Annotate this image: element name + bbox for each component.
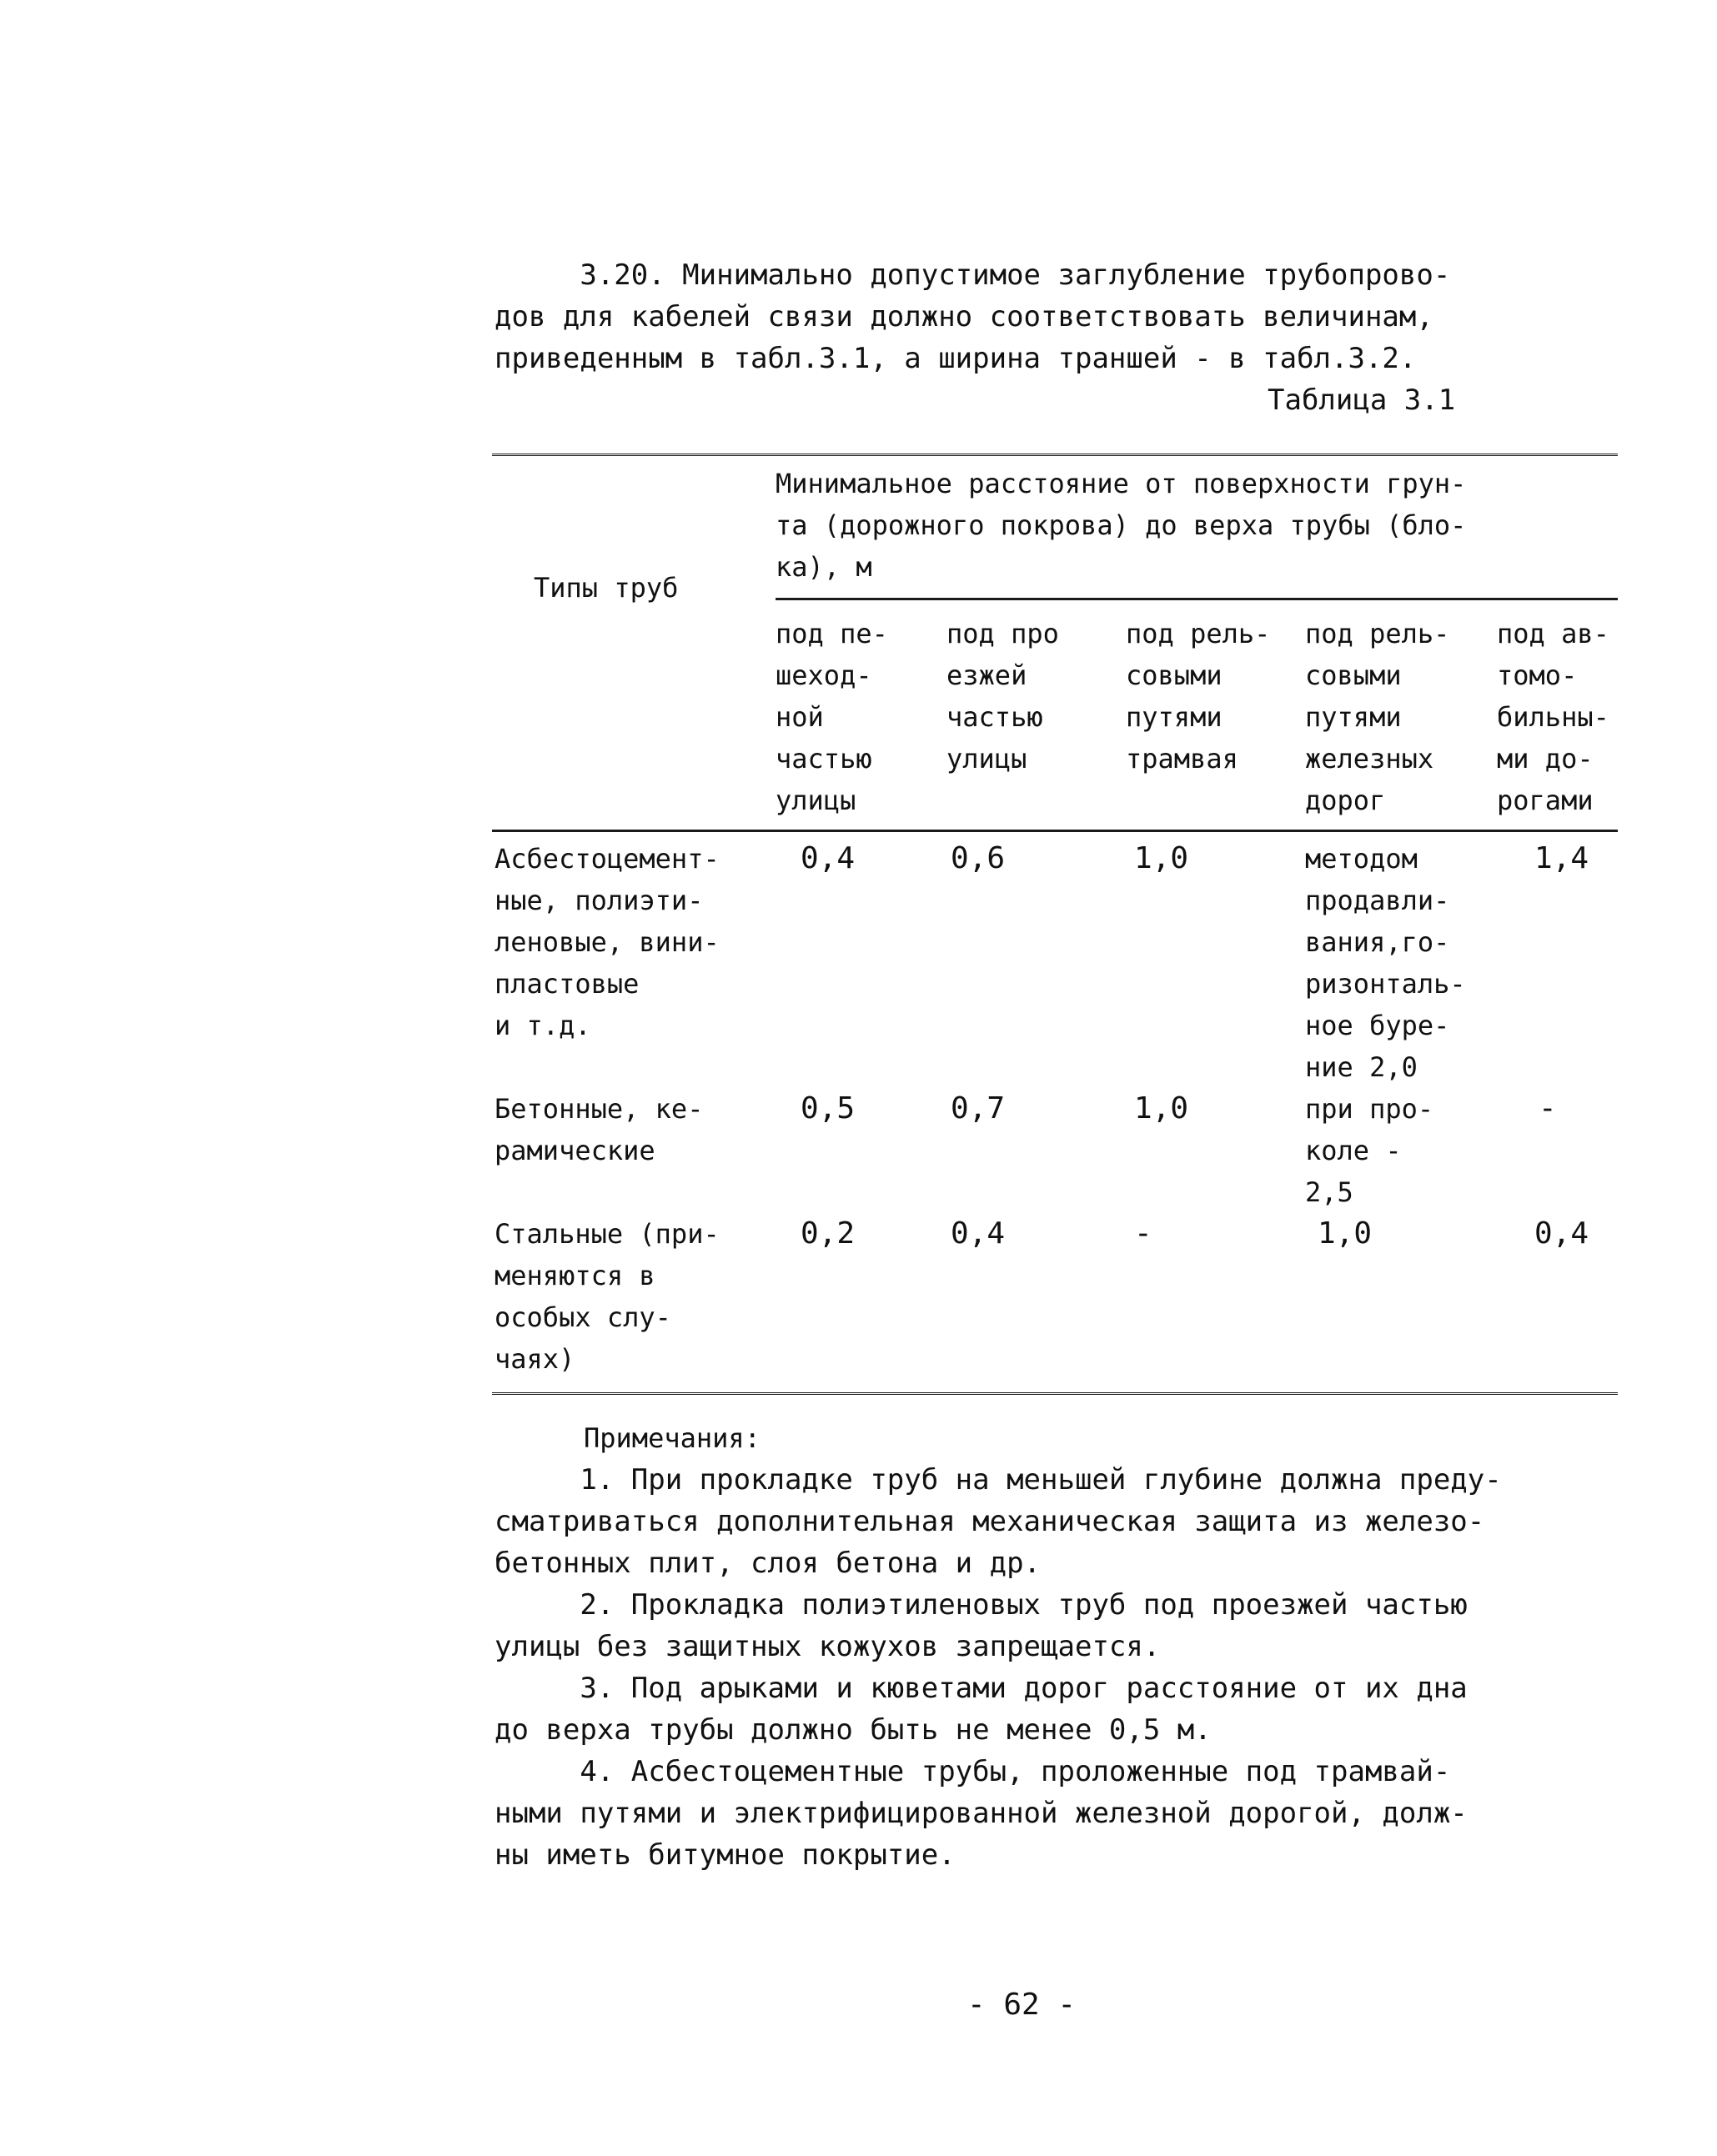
note-item bbox=[495, 1459, 1645, 1584]
group-header-line: ка), м bbox=[776, 551, 872, 583]
table-bottom-rule bbox=[492, 1392, 1618, 1399]
table-cell: 1,4 bbox=[1534, 841, 1589, 875]
merged-cell-line: продавли- bbox=[1305, 885, 1450, 916]
row-type-line: Асбестоцемент- bbox=[495, 843, 720, 875]
column-header-line: под пе- bbox=[776, 618, 888, 649]
table-header-rule bbox=[492, 830, 1618, 832]
row-type-line: меняются в bbox=[495, 1260, 655, 1291]
table-cell: 1,0 bbox=[1134, 1091, 1189, 1126]
column-header-line: железных bbox=[1305, 743, 1434, 775]
column-header-line: путями bbox=[1305, 701, 1402, 733]
table-cell: 0,4 bbox=[1534, 1216, 1589, 1251]
note-line: 2. Прокладка полиэтиленовых труб под проезжей частью bbox=[495, 1588, 1468, 1622]
column-header-line: совыми bbox=[1305, 659, 1402, 691]
note-line: 1. При прокладке труб на меньшей глубине должна преду- bbox=[495, 1463, 1502, 1497]
row-type-line: пластовые bbox=[495, 968, 640, 1000]
column-header-line: под рель- bbox=[1305, 618, 1450, 649]
column-header-line: под про bbox=[946, 618, 1059, 649]
table-cell: 0,2 bbox=[801, 1216, 856, 1251]
table-cell: - bbox=[1539, 1091, 1557, 1126]
column-header-line: путями bbox=[1126, 701, 1222, 733]
group-header-line: та (дорожного покрова) до верха трубы (бло- bbox=[776, 509, 1467, 541]
notes-title: Примечания: bbox=[584, 1422, 761, 1454]
note-line: ны иметь битумное покрытие. bbox=[495, 1838, 956, 1872]
row-type-line: и т.д. bbox=[495, 1010, 591, 1041]
column-header-line: под рель- bbox=[1126, 618, 1271, 649]
intro-line: дов для кабелей связи должно соответствовать величинам, bbox=[495, 300, 1433, 333]
intro-line: 3.20. Минимально допустимое заглубление трубопрово- bbox=[495, 258, 1451, 292]
merged-cell-line: коле - bbox=[1305, 1135, 1402, 1166]
merged-cell-line: вания,го- bbox=[1305, 926, 1450, 958]
table-cell: 1,0 bbox=[1134, 841, 1189, 875]
column-header-line: частью bbox=[946, 701, 1043, 733]
column-header-line: томо- bbox=[1497, 659, 1578, 691]
merged-cell-line: ние 2,0 bbox=[1305, 1051, 1418, 1083]
row-type-line: Стальные (при- bbox=[495, 1218, 720, 1250]
column-header-line: совыми bbox=[1126, 659, 1222, 691]
table-cell: 1,0 bbox=[1318, 1216, 1373, 1251]
column-header-line: бильны- bbox=[1497, 701, 1609, 733]
column-header-line: дорог bbox=[1305, 785, 1386, 816]
column-header-line: шеход- bbox=[776, 659, 872, 691]
table-cell: 0,6 bbox=[951, 841, 1006, 875]
note-item bbox=[495, 1584, 1645, 1667]
note-line: 3. Под арыками и кюветами дорог расстояние от их дна bbox=[495, 1672, 1468, 1705]
note-item bbox=[495, 1751, 1645, 1876]
intro-line: приведенным в табл.3.1, а ширина траншей - в табл.3.2. bbox=[495, 342, 1417, 375]
row-type-line: леновые, вини- bbox=[495, 926, 720, 958]
note-item bbox=[495, 1667, 1645, 1751]
group-header-line: Минимальное расстояние от поверхности грун- bbox=[776, 468, 1467, 499]
table-cell: 0,4 bbox=[801, 841, 856, 875]
merged-cell-line: ное буре- bbox=[1305, 1010, 1450, 1041]
column-header-line: улицы bbox=[776, 785, 856, 816]
column-header-line: под ав- bbox=[1497, 618, 1609, 649]
note-line: до верха трубы должно быть не менее 0,5 м. bbox=[495, 1713, 1212, 1747]
column-header-line: трамвая bbox=[1126, 743, 1238, 775]
column-header-line: частью bbox=[776, 743, 872, 775]
row-type-line: особых слу- bbox=[495, 1301, 671, 1333]
row-type-line: Бетонные, ке- bbox=[495, 1093, 704, 1125]
row-type-line: ные, полиэти- bbox=[495, 885, 704, 916]
note-line: ными путями и электрифицированной железной дорогой, долж- bbox=[495, 1797, 1468, 1830]
table-cell: - bbox=[1134, 1216, 1152, 1251]
merged-cell-line: 2,5 bbox=[1305, 1176, 1353, 1208]
column-header-line: езжей bbox=[946, 659, 1027, 691]
intro-paragraph bbox=[495, 254, 1629, 379]
column-header-line: рогами bbox=[1497, 785, 1594, 816]
group-header-rule bbox=[776, 598, 1618, 600]
column-header-line: улицы bbox=[946, 743, 1027, 775]
note-line: сматриваться дополнительная механическая защита из железо- bbox=[495, 1505, 1485, 1538]
row-type-line: рамические bbox=[495, 1135, 655, 1166]
column-header-line: ной bbox=[776, 701, 824, 733]
row-type-line: чаях) bbox=[495, 1343, 575, 1375]
note-line: улицы без защитных кожухов запрещается. bbox=[495, 1630, 1161, 1663]
page-number: - 62 - bbox=[967, 1988, 1077, 2022]
note-line: 4. Асбестоцементные трубы, проложенные под трамвай- bbox=[495, 1755, 1451, 1788]
merged-cell-line: ризонталь- bbox=[1305, 968, 1466, 1000]
merged-cell-line: методом bbox=[1305, 843, 1418, 875]
table-cell: 0,7 bbox=[951, 1091, 1006, 1126]
table-caption: Таблица 3.1 bbox=[1268, 384, 1456, 417]
column-header-line: ми до- bbox=[1497, 743, 1594, 775]
row-header: Типы труб bbox=[534, 572, 679, 604]
table-top-rule bbox=[492, 454, 1618, 460]
table-cell: 0,4 bbox=[951, 1216, 1006, 1251]
table-cell: 0,5 bbox=[801, 1091, 856, 1126]
merged-cell-line: при про- bbox=[1305, 1093, 1434, 1125]
note-line: бетонных плит, слоя бетона и др. bbox=[495, 1547, 1042, 1580]
